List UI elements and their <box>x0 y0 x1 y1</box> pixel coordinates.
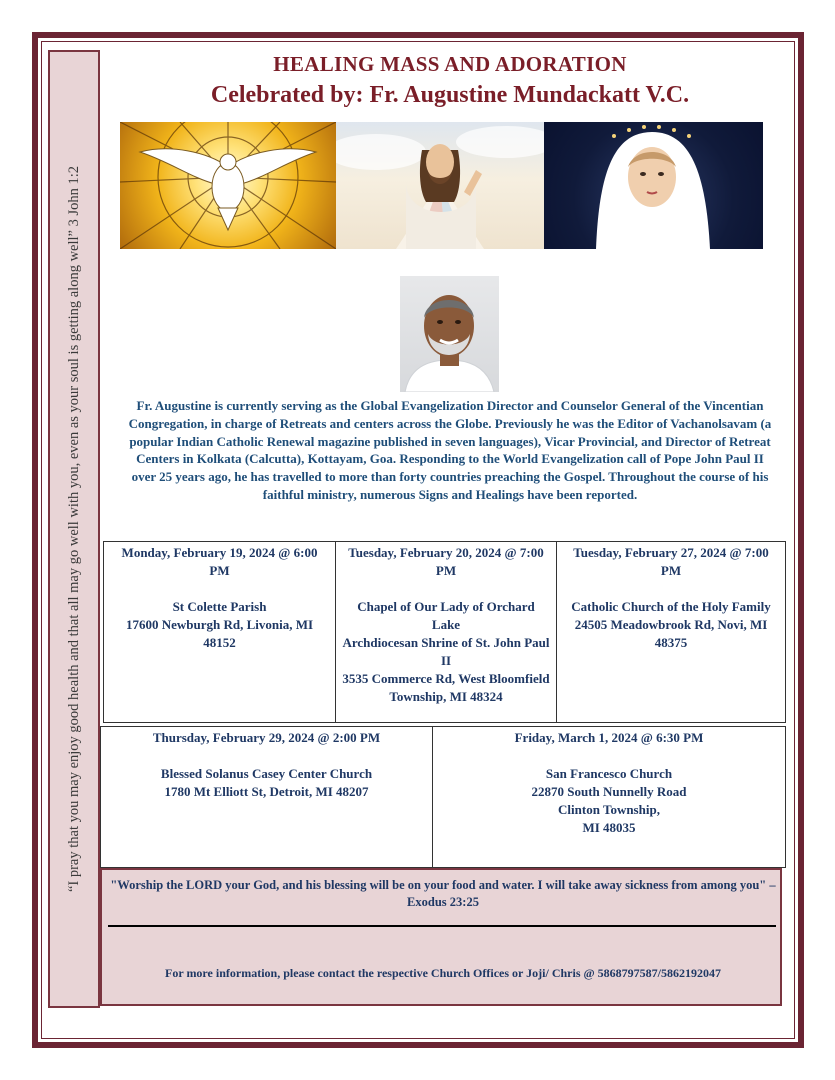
virgin-mary-icon <box>544 122 763 249</box>
page-subtitle: Celebrated by: Fr. Augustine Mundackatt V.C. <box>210 82 690 108</box>
schedule-cell-feb19 <box>103 541 336 723</box>
scripture-quote: "Worship the LORD your God, and his blessing will be on your food and water. I will take away sickness from among you" – Exodus 23:25 <box>110 878 776 909</box>
event-address-line3: MI 48035 <box>582 820 636 835</box>
contact-info: For more information, please contact the respective Church Offices or Joji/ Chris @ 5868797587/5862192047 <box>165 966 721 980</box>
event-venue: San Francesco Church <box>545 766 673 781</box>
event-venue: Chapel of Our Lady of Orchard Lake <box>357 599 535 632</box>
event-address-line2: Clinton Township, <box>558 802 660 817</box>
dove-stained-glass-icon <box>120 122 336 249</box>
event-address: 17600 Newburgh Rd, Livonia, MI 48152 <box>125 617 314 650</box>
schedule-cell-mar1 <box>432 726 786 868</box>
schedule-cell-feb27 <box>556 541 786 723</box>
event-venue: St Colette Parish <box>172 599 267 614</box>
event-venue-secondary: Archdiocesan Shrine of St. John Paul II <box>342 635 550 668</box>
divine-mercy-jesus-icon <box>336 122 544 249</box>
priest-biography: Fr. Augustine is currently serving as the Global Evangelization Director and Counselor General of the Vincentian Congregation, in charge of Retreats and centers across the Globe. Previously he was the Editor of Vachanolsavam (a popular Indian Catholic Renewal magazine published in seven languages), Vicar Provincial, and Director of Retreat Centers in Kolkata (Calcutta), Kottayam, Goa. Responding to the World Evangelization call of Pope John Paul II over 25 years ago, he has travelled to more than forty countries preaching the Gospel. Throughout the course of his faithful ministry, numerous Signs and Healings have been reported. <box>128 398 772 502</box>
page-title: HEALING MASS AND ADORATION <box>273 52 627 76</box>
event-date: Tuesday, February 27, 2024 @ 7:00 PM <box>573 545 769 578</box>
event-venue: Blessed Solanus Casey Center Church <box>160 766 373 781</box>
event-date: Thursday, February 29, 2024 @ 2:00 PM <box>152 730 381 745</box>
event-address: 1780 Mt Elliott St, Detroit, MI 48207 <box>164 784 369 799</box>
divider <box>108 925 776 927</box>
schedule-cell-feb29 <box>100 726 433 868</box>
event-date: Monday, February 19, 2024 @ 6:00 PM <box>121 545 318 578</box>
event-date: Tuesday, February 20, 2024 @ 7:00 PM <box>348 545 544 578</box>
event-date: Friday, March 1, 2024 @ 6:30 PM <box>514 730 704 745</box>
event-address: 22870 South Nunnelly Road <box>531 784 687 799</box>
event-address: 24505 Meadowbrook Rd, Novi, MI 48375 <box>574 617 768 650</box>
schedule-cell-feb20 <box>335 541 557 723</box>
priest-portrait-icon <box>400 276 499 392</box>
event-venue: Catholic Church of the Holy Family <box>571 599 771 614</box>
side-quote-text: “I pray that you may enjoy good health and that all may go well with you, even as your soul is getting along well” 3 John 1:2 <box>66 165 82 893</box>
event-address: 3535 Commerce Rd, West Bloomfield Township, MI 48324 <box>342 671 550 704</box>
